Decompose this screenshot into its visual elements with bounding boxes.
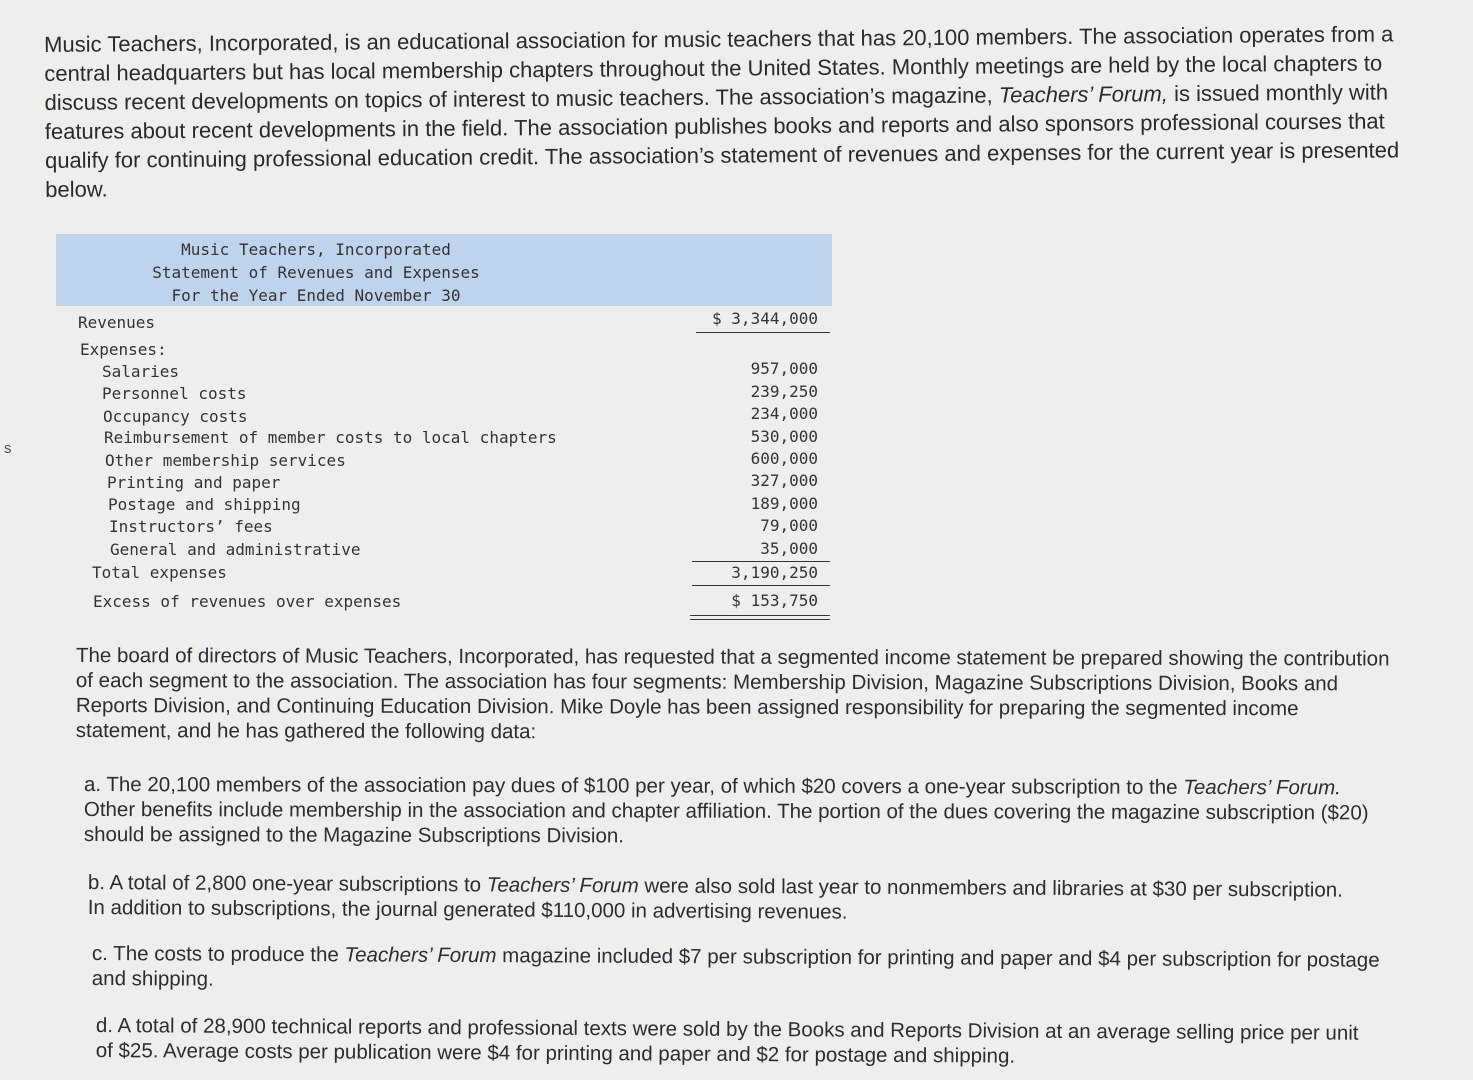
item-a-text-2: Other benefits include membership in the association and chapter affiliation. The portion of the dues covering the magazine subscription ($20) should be assigned to the Magazine Subscriptions Division.: [83, 797, 1369, 848]
revenues-label: Revenues: [78, 313, 156, 332]
double-underline-bottom: [690, 619, 830, 620]
item-b: [88, 870, 1348, 928]
total-expenses-value: 3,190,250: [731, 563, 818, 582]
revenues-underline: [696, 332, 830, 333]
statement-period: For the Year Ended November 30: [171, 286, 461, 305]
item-a: [84, 772, 1374, 850]
expense-value: 600,000: [750, 449, 818, 468]
item-a-text-1: a. The 20,100 members of the association pay dues of $100 per year, of which $20 covers a one-year subscription to the: [83, 773, 1184, 799]
item-b-text-1: b. A total of 2,800 one-year subscriptions to: [87, 871, 487, 897]
item-b-text-2: were also sold last year to nonmembers and libraries at $30 per subscription. In addition to subscriptions, the journal generated $110,000 in advertising revenues.: [87, 874, 1343, 924]
item-c-text-1: c. The costs to produce the: [91, 942, 345, 967]
item-b-magazine: Teachers’ Forum: [486, 873, 639, 898]
expense-value: 530,000: [750, 427, 818, 446]
expense-value: 79,000: [760, 516, 818, 535]
intro-paragraph: [44, 19, 1435, 204]
item-d: d. A total of 28,900 technical reports and professional texts were sold by the Books and Reports Division at an average selling price per unit of $25. Average costs per publication were $4 for printing and paper and $2 for postage and shipping.: [95, 1014, 1359, 1068]
expense-value: 189,000: [750, 494, 818, 513]
expense-label: Other membership services: [105, 451, 346, 470]
expense-label: Instructors’ fees: [109, 517, 273, 536]
excess-label: Excess of revenues over expenses: [93, 592, 402, 611]
item-c: [92, 941, 1392, 998]
total-underline: [692, 585, 830, 586]
magazine-name: Teachers’ Forum,: [998, 81, 1169, 108]
expense-label: Postage and shipping: [108, 495, 301, 514]
statement-title: Music Teachers, Incorporated: [181, 240, 451, 259]
expense-label: Reimbursement of member costs to local chapters: [104, 428, 557, 447]
expense-label: Printing and paper: [107, 473, 281, 492]
income-statement: [56, 234, 832, 626]
expense-value: 35,000: [760, 539, 818, 558]
item-a-magazine: Teachers’ Forum.: [1183, 775, 1341, 800]
expense-label: Personnel costs: [102, 384, 247, 403]
revenues-value: $ 3,344,000: [712, 309, 818, 328]
expense-label: Salaries: [102, 362, 180, 381]
excess-value: $ 153,750: [731, 591, 818, 610]
board-paragraph: The board of directors of Music Teachers, Incorporated, has requested that a segmented income statement be prepared showing the contribution of each segment to the association. The association has four segments: Membership Division, Magazine Subscriptions Division, Books and Reports Division, and Continuing Education Division. Mike Doyle has been assigned responsibility for preparing the segmented income statement, and he has gathered the following data:: [75, 644, 1390, 744]
statement-header: [56, 234, 832, 306]
expense-label: Occupancy costs: [103, 407, 248, 426]
expense-value: 234,000: [750, 404, 818, 423]
statement-subtitle: Statement of Revenues and Expenses: [152, 263, 480, 282]
total-expenses-label: Total expenses: [92, 563, 227, 582]
double-underline-top: [690, 615, 830, 616]
intro-text-2: is issued monthly with features about recent developments in the field. The association publishes books and reports and also sponsors professional courses that qualify for continuing professional education credit. The association’s statement of revenues and expenses for the current year is presented below.: [44, 79, 1400, 202]
expense-value: 239,250: [750, 382, 818, 401]
intro-text-1: Music Teachers, Incorporated, is an educational association for music teachers that has 20,100 members. The association operates from a central headquarters but has local membership chapters throughout the United States. Monthly meetings are held by the local chapters to discuss recent developments on topics of interest to music teachers. The association’s magazine,: [44, 21, 1394, 115]
margin-mark: s: [4, 440, 12, 457]
expense-value: 327,000: [750, 471, 818, 490]
expense-label: General and administrative: [110, 540, 361, 559]
item-c-text-2: magazine included $7 per subscription for printing and paper and $4 per subscription for postage and shipping.: [91, 944, 1380, 991]
expenses-label: Expenses:: [80, 340, 167, 359]
item-c-magazine: Teachers’ Forum: [344, 943, 497, 968]
expense-value: 957,000: [750, 359, 818, 378]
